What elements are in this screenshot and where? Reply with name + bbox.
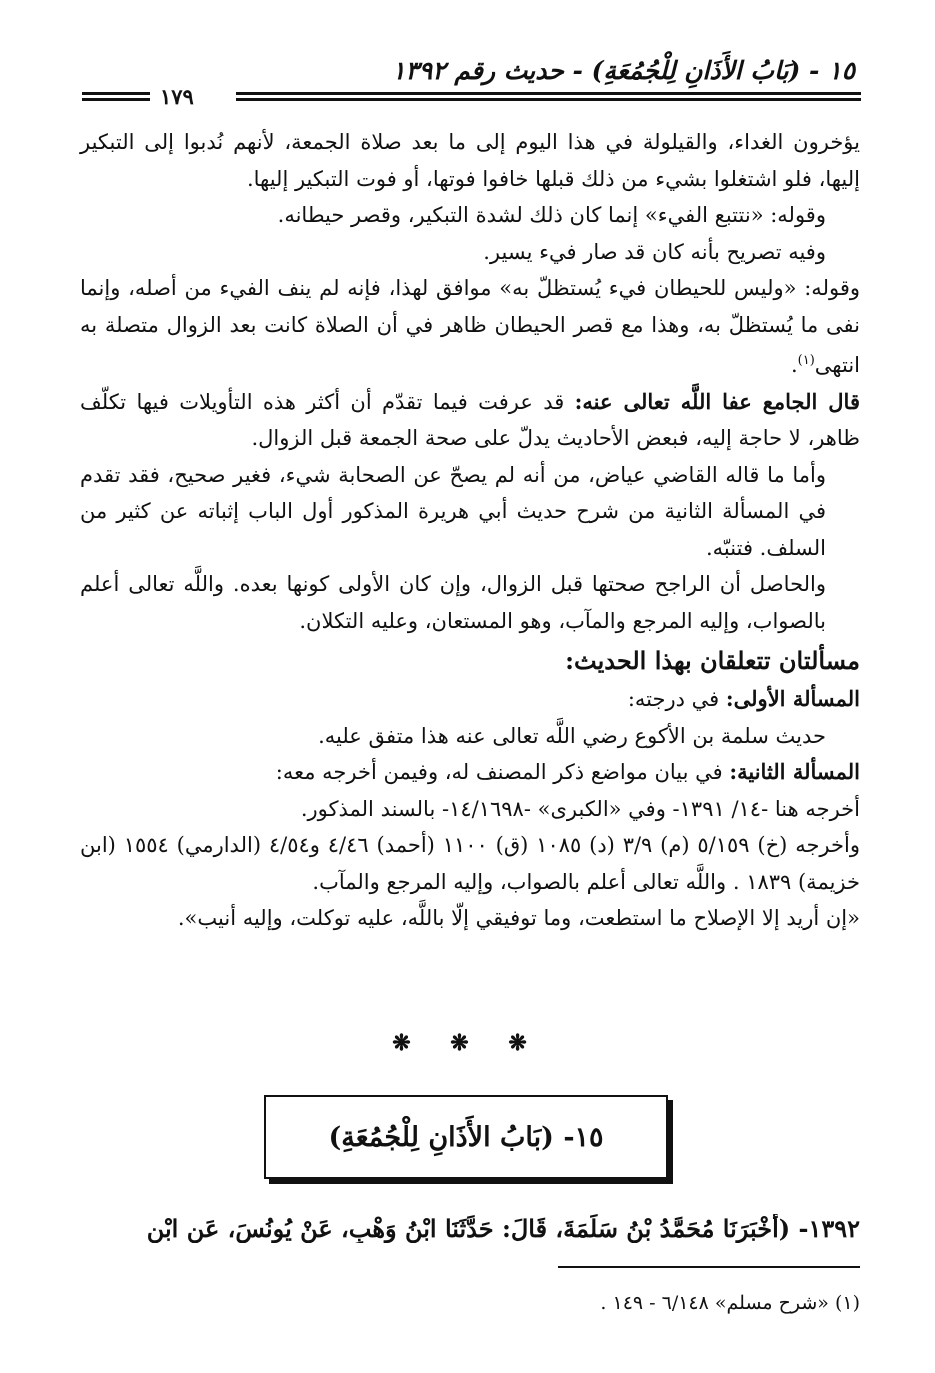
jami-paragraph xyxy=(80,384,860,457)
separator-stars: ❋ ❋ ❋ xyxy=(392,1030,543,1056)
paragraph: وأما ما قاله القاضي عياض، من أنه لم يصحّ عن الصحابة شيء، فغير صحيح، فقد تقدم في المسألة الثانية من شرح حديث أبي هريرة المذكور أول الباب إثباته عن كثير من السلف. فتنبّه. xyxy=(80,462,826,560)
mas2-label: المسألة الثانية: xyxy=(729,759,860,784)
mas2-text: في بيان مواضع ذكر المصنف له، وفيمن أخرجه معه: xyxy=(275,760,723,784)
chapter-title-box xyxy=(264,1095,668,1179)
mas1 xyxy=(80,681,860,718)
running-head: ١٥ - (بَابُ الأَذَانِ لِلْجُمُعَةِ) - حديث رقم ١٣٩٢ xyxy=(391,56,855,85)
paragraph-with-footnote: وقوله: «وليس للحيطان فيء يُستظلّ به» موافق لهذا، فإنه لم ينف الفيء من أصله، وإنما نفى ما يُستظلّ به، وهذا مع قصر الحيطان ظاهر في أن الصلاة كانت بعد الزوال متصلة به انتهى$^{(١)}$. xyxy=(80,276,860,377)
paragraph: وفيه تصريح بأنه كان قد صار فيء يسير. xyxy=(483,239,826,264)
mas1-text: في درجته: xyxy=(627,687,720,711)
footnote-ref: (١) xyxy=(797,353,815,368)
footnote-rule xyxy=(558,1266,860,1268)
header-rule-right-bottom xyxy=(236,98,861,101)
section-heading: مسألتان تتعلقان بهذا الحديث: xyxy=(565,646,860,675)
chapter-title: ١٥- (بَابُ الأَذَانِ لِلْجُمُعَةِ) xyxy=(328,1121,604,1153)
jami-text-cont: لا حاجة إليه، فبعض الأحاديث يدلّ على صحة الجمعة قبل الزوال. xyxy=(251,426,801,450)
header-rule-right-top xyxy=(236,92,861,95)
header-rule-left-top xyxy=(82,92,150,95)
jami-label: قال الجامع عفا اللَّه تعالى عنه: xyxy=(574,388,860,414)
hadith-isnad: ١٣٩٢- (أَخْبَرَنَا مُحَمَّدُ بْنُ سَلَمَةَ، قَالَ: حَدَّثَنَا ابْنُ وَهْبٍ، عَنْ يُونُسَ، عَنِ ابْنِ xyxy=(146,1214,860,1243)
mas2 xyxy=(80,754,860,791)
mas1-body: حديث سلمة بن الأكوع رضي اللَّه تعالى عنه هذا متفق عليه. xyxy=(318,723,826,748)
takhrij-line: «إن أريد إلا الإصلاح ما استطعت، وما توفيقي إلّا باللَّه، عليه توكلت، وإليه أنيب». xyxy=(177,906,860,930)
mas1-label: المسألة الأولى: xyxy=(725,686,860,711)
paragraph-text: وقوله: «وليس للحيطان فيء يُستظلّ به» موافق لهذا، فإنه لم ينف الفيء من أصله، وإنما نفى ما يُستظلّ به، وهذا مع قصر الحيطان ظاهر في أن الصلاة كانت بعد الزوال متصلة به انتهى xyxy=(80,276,860,377)
paragraph: والحاصل أن الراجح صحتها قبل الزوال، وإن كان الأولى كونها بعده. واللَّه تعالى أعلم بالصواب، وإليه المرجع والمآب، وهو المستعان، وعليه التكلان. xyxy=(80,572,826,633)
body-text xyxy=(80,124,860,937)
paragraph: وقوله: «نتتبع الفيء» إنما كان ذلك لشدة التبكير، وقصر حيطانه. xyxy=(277,203,826,227)
paragraph: يؤخرون الغداء، والقيلولة في هذا اليوم إلى ما بعد صلاة الجمعة، لأنهم نُدبوا إلى التبكير إليها، فلو اشتغلوا بشيء من ذلك قبلها خافوا فوتها، أو فوت التبكير إليها. xyxy=(80,130,860,191)
takhrij-line: أخرجه هنا -١٤/ ١٣٩١- وفي «الكبرى» -١٤/١٦٩٨- بالسند المذكور. xyxy=(300,796,860,821)
page-number: ١٧٩ xyxy=(160,84,194,109)
takhrij-line: وأخرجه (خ) ٥/١٥٩ (م) ٣/٩ (د) ١٠٨٥ (ق) ١١٠٠ (أحمد) ٤/٤٦ و٤/٥٤ (الدارمي) ١٥٥٤ (ابن خزيمة) ١٨٣٩ . واللَّه تعالى أعلم بالصواب، وإليه المرجع والمآب. xyxy=(80,833,860,894)
jami-text: قد عرفت فيما تقدّم أن أكثر هذه التأويلات فيها تكلّف ظاهر، xyxy=(80,389,860,450)
header-rule-left-bottom xyxy=(82,98,150,101)
footnote: (١) «شرح مسلم» ٦/١٤٨ - ١٤٩ . xyxy=(600,1292,860,1314)
